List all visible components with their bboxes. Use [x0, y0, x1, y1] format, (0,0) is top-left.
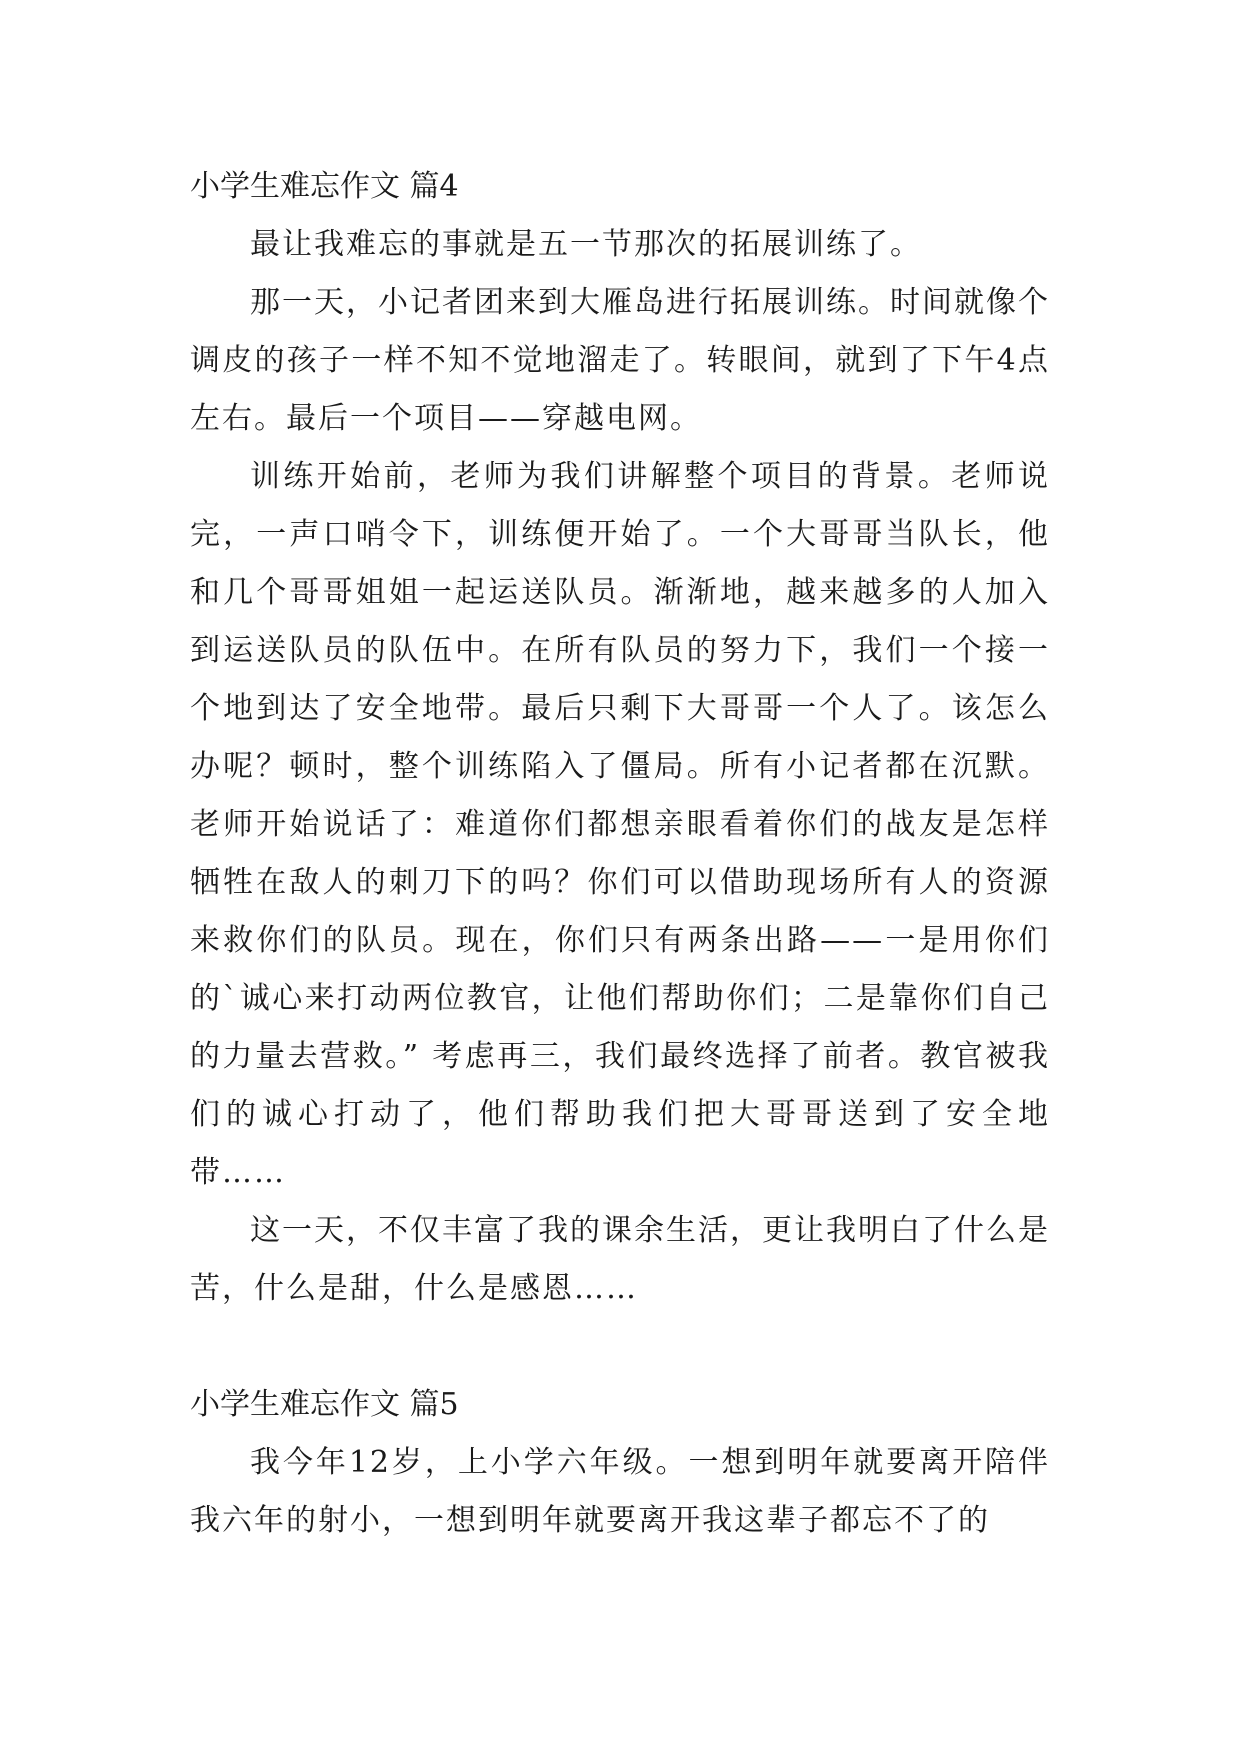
section-heading: 小学生难忘作文 篇5: [190, 1387, 459, 1422]
section-heading: 小学生难忘作文 篇4: [190, 169, 459, 204]
paragraph: 那一天，小记者团来到大雁岛进行拓展训练。时间就像个调皮的孩子一样不知不觉地溜走了。转眼间，就到了下午4点左右。最后一个项目——穿越电网。: [190, 285, 1050, 436]
essay-section-4: [190, 158, 1050, 1318]
paragraph: 这一天，不仅丰富了我的课余生活，更让我明白了什么是苦，什么是甜，什么是感恩……: [190, 1213, 1050, 1306]
document-body: [190, 158, 1050, 1550]
paragraph: 训练开始前，老师为我们讲解整个项目的背景。老师说完，一声口哨令下，训练便开始了。一个大哥哥当队长，他和几个哥哥姐姐一起运送队员。渐渐地，越来越多的人加入到运送队员的队伍中。在所有队员的努力下，我们一个接一个地到达了安全地带。最后只剩下大哥哥一个人了。该怎么办呢？顿时，整个训练陷入了僵局。所有小记者都在沉默。老师开始说话了：难道你们都想亲眼看着你们的战友是怎样牺牲在敌人的刺刀下的吗？你们可以借助现场所有人的资源来救你们的队员。现在，你们只有两条出路——一是用你们的`诚心来打动两位教官，让他们帮助你们；二是靠你们自己的力量去营救。” 考虑再三，我们最终选择了前者。教官被我们的诚心打动了，他们帮助我们把大哥哥送到了安全地带……: [190, 459, 1050, 1190]
paragraph: 我今年12岁，上小学六年级。一想到明年就要离开陪伴我六年的射小，一想到明年就要离开我这辈子都忘不了的: [190, 1445, 1050, 1538]
section-spacer: [190, 1318, 1050, 1376]
paragraph: 最让我难忘的事就是五一节那次的拓展训练了。: [250, 227, 922, 262]
essay-section-5: [190, 1376, 1050, 1550]
